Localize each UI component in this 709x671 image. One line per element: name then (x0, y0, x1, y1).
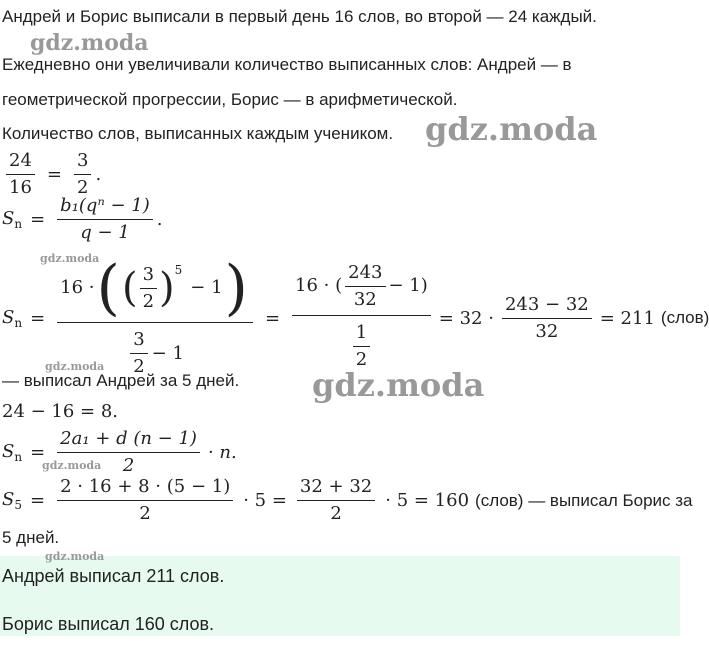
step2-frac-den: 32 (353, 288, 377, 310)
den-frac-num: 3 (130, 329, 147, 354)
boris-note: (слов) — выписал Борис за (475, 490, 693, 510)
answer-boris: Борис выписал 160 слов. (2, 614, 215, 634)
geom-sum-formula: $S_n$ = $\frac{\text{b₁(qⁿ − 1)}}{q - 1}$ . (2, 195, 163, 243)
step3-result: = 211 (599, 307, 655, 329)
s5-num2: 32 + 32 (297, 476, 375, 501)
s5-den2: 2 (330, 503, 342, 524)
andrey-note: — выписал Андрей за 5 дней. (2, 371, 240, 390)
ratio-den: 16 (9, 177, 32, 198)
watermark: gdz.moda (30, 30, 149, 56)
den-minus: − 1 (151, 342, 184, 364)
ratio-num: 24 (6, 150, 35, 175)
watermark: gdz.moda (425, 110, 598, 148)
watermark: gdz.moda (45, 550, 105, 563)
difference-calc: 24 − 16 = 8. (2, 401, 119, 422)
watermark: gdz.moda (312, 366, 485, 404)
geom-sum-calc: $S_n$ = 16 · ( ( $\frac{3}{2}$ ) 5 − 1 ) $\frac{3}{2}$ − 1 = 16 · ( $\frac{243}{32}$ − 1) $\frac{1}{2}$ = 32 · $\frac{243 - 32}{32}$ = 211 (слов) (2, 253, 709, 377)
step2-den-den: 2 (355, 348, 368, 370)
geom-num: b₁(qⁿ − 1) (57, 195, 153, 220)
s5-calc: $S_5$ = $\frac{2 \cdot 16 + 8 \cdot (5 - 1)}{2}$ · 5 = $\frac{32 + 32}{2}$ · 5 = 160 (слов) — выписал Борис за (2, 476, 693, 524)
five-days: 5 дней. (2, 528, 60, 547)
step2-tail: − 1) (388, 275, 428, 296)
watermark: gdz.moda (42, 459, 102, 472)
ratio-num-2: 3 (74, 150, 91, 175)
step2-frac-num: 243 (345, 262, 385, 287)
step3-lead: = 32 · (438, 307, 494, 329)
arith-den: 2 (122, 455, 135, 476)
den-frac-den: 2 (133, 356, 145, 377)
ratio-formula (2, 150, 101, 199)
arith-num: 2a₁ + d (n − 1) (57, 428, 200, 453)
s5-den: 2 (139, 503, 151, 524)
s5-result: · 5 = 160 (385, 490, 470, 511)
answer-andrey: Андрей выписал 211 слов. (2, 566, 225, 586)
dot: . (95, 164, 102, 185)
step2-lead: 16 · ( (295, 275, 343, 296)
s5-num: 2 · 16 + 8 · (5 − 1) (57, 476, 233, 501)
arith-sum-formula: $S_n$ = $\frac{\text{2a₁ + d (n − 1)}}{2}$ · n. (2, 428, 237, 476)
unit-words: (слов) (660, 308, 709, 327)
s5-mid: · 5 = (243, 490, 287, 511)
watermark: gdz.moda (40, 252, 100, 265)
step3-den: 32 (535, 320, 559, 342)
geom-den: q − 1 (80, 222, 130, 243)
equals-sign: = (46, 164, 62, 185)
problem-line-1: Андрей и Борис выписали в первый день 16 слов, во второй — 24 каждый. (2, 7, 597, 26)
problem-line-2: Ежедневно они увеличивали количество выписанных слов: Андрей — в (2, 55, 572, 74)
arith-tail: · n. (207, 442, 237, 463)
problem-line-4: Количество слов, выписанных каждым учеником. (2, 124, 394, 143)
step2-den-num: 1 (353, 322, 370, 347)
watermark: gdz.moda (45, 360, 105, 373)
step3-num: 243 − 32 (502, 294, 592, 319)
problem-line-3: геометрической прогрессии, Борис — в арифметической. (2, 90, 458, 109)
ratio-den-2: 2 (77, 177, 89, 198)
